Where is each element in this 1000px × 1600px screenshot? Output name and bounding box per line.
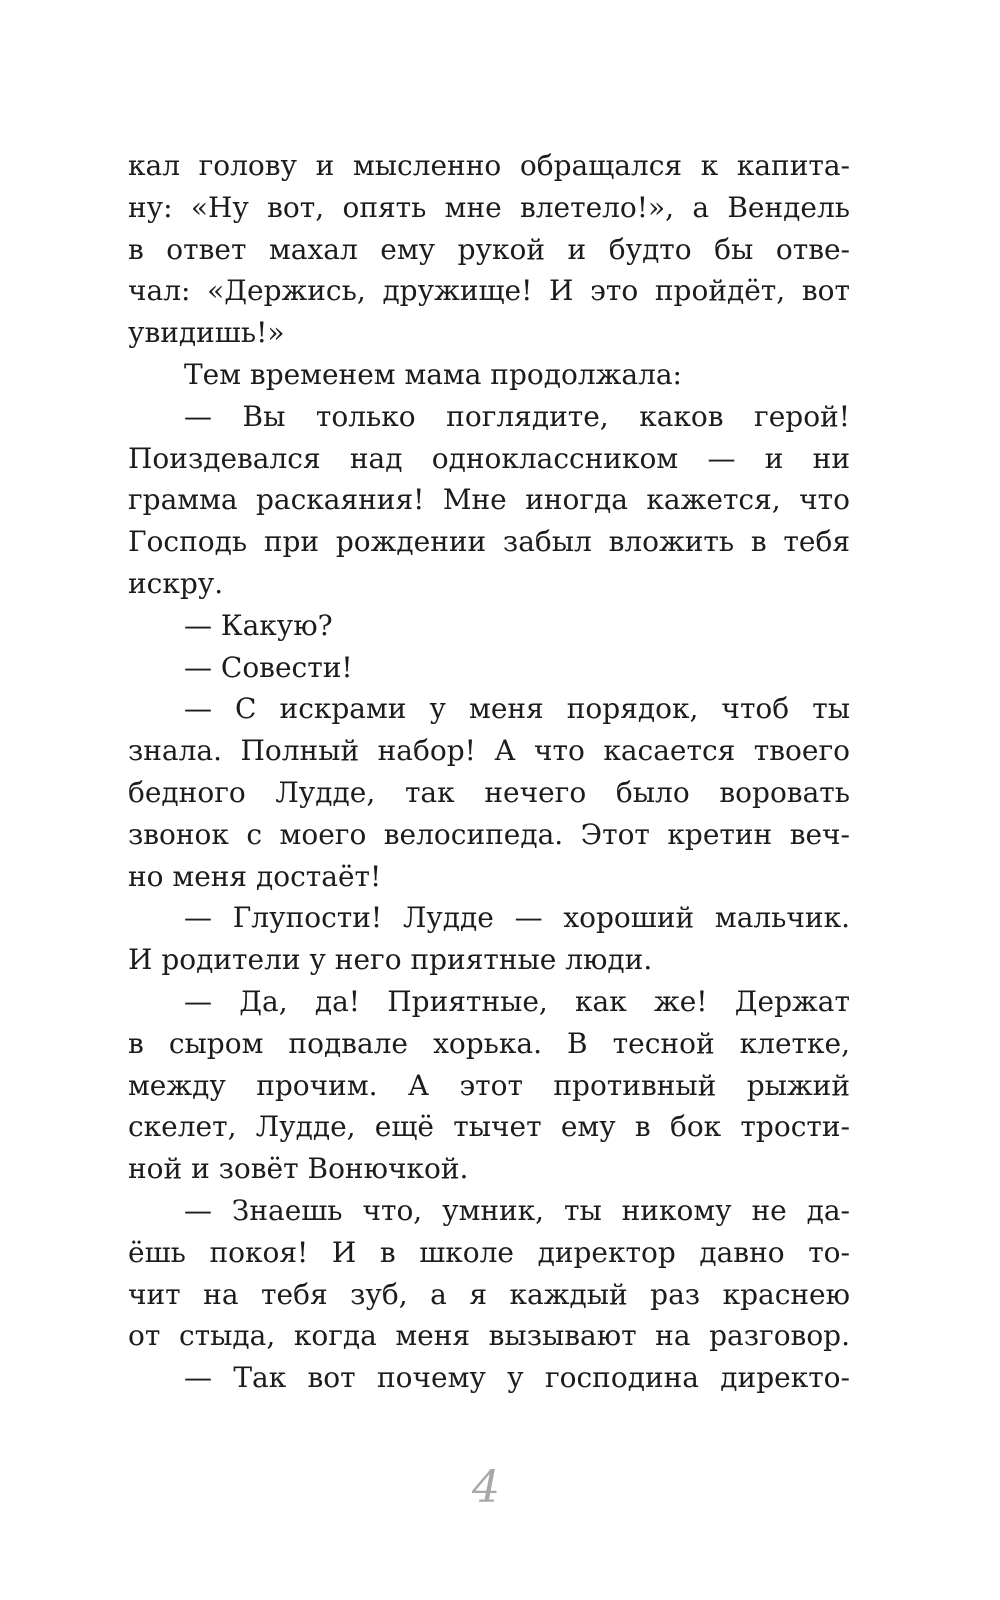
text-line: — Какую? <box>184 608 333 642</box>
text-line: Господь при рождении забыл вложить в тебя <box>128 525 850 559</box>
text-line: ной и зовёт Вонючкой. <box>128 1152 469 1186</box>
body-text <box>128 145 850 1399</box>
text-line: звонок с моего велосипеда. Этот кретин веч- <box>128 817 850 851</box>
text-line: ну: «Ну вот, опять мне влетело!», а Вендель <box>128 190 850 224</box>
text-line: но меня достаёт! <box>128 859 382 893</box>
text-line: бедного Лудде, так нечего было воровать <box>128 775 850 809</box>
text-line: — Знаешь что, умник, ты никому не да- <box>184 1193 850 1227</box>
text-line: Поиздевался над одноклассником — и ни <box>128 441 850 475</box>
text-line: — Вы только поглядите, каков герой! <box>184 399 850 433</box>
text-line: в ответ махал ему рукой и будто бы отве- <box>128 232 850 266</box>
text-line: И родители у него приятные люди. <box>128 943 653 977</box>
text-line: Тем временем мама продолжала: <box>184 357 682 391</box>
text-line: в сыром подвале хорька. В тесной клетке, <box>128 1026 850 1060</box>
text-line: — Так вот почему у господина директо- <box>184 1361 850 1395</box>
text-line: кал голову и мысленно обращался к капита- <box>128 149 850 182</box>
text-line: — С искрами у меня порядок, чтоб ты <box>184 692 850 726</box>
text-line: увидишь!» <box>128 316 285 350</box>
text-line: — Глупости! Лудде — хороший мальчик. <box>184 901 850 935</box>
text-line: скелет, Лудде, ещё тычет ему в бок трости- <box>128 1110 850 1144</box>
text-line: от стыда, когда меня вызывают на разговор. <box>128 1319 850 1353</box>
text-line: искру. <box>128 566 224 600</box>
page-number: 4 <box>472 1462 500 1513</box>
text-line: — Совести! <box>184 650 353 684</box>
text-line: чал: «Держись, дружище! И это пройдёт, вот <box>128 274 850 308</box>
text-line: грамма раскаяния! Мне иногда кажется, что <box>128 483 850 517</box>
text-line: между прочим. А этот противный рыжий <box>128 1068 850 1102</box>
text-line: знала. Полный набор! А что касается твоего <box>128 734 850 768</box>
text-line: — Да, да! Приятные, как же! Держат <box>184 984 850 1018</box>
text-line: ёшь покоя! И в школе директор давно то- <box>128 1235 850 1269</box>
text-line: чит на тебя зуб, а я каждый раз краснею <box>128 1277 850 1311</box>
